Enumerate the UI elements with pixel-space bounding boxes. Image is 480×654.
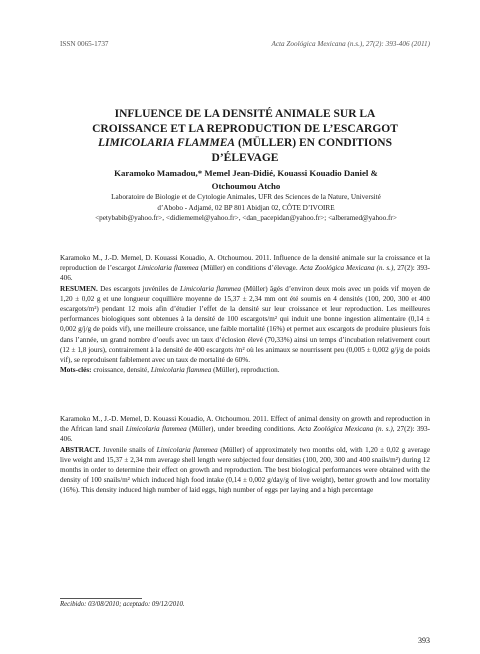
affiliation-line-2: d’Abobo - Adjamé, 02 BP 801 Abidjan 02, CÔTE D’IVOIRE [157,203,335,212]
title-line-2: CROISSANCE ET LA REPRODUCTION DE L’ESCARGOT [92,122,398,135]
abstract-label: ABSTRACT. [60,445,101,454]
french-citation-text: Karamoko M., J.-D. Memel, D. Kouassi Kouadio, A. Otchoumou. 2011. Influence de la densité animale sur la croissance et la reproduction de l’escargot [60,254,430,273]
abstract-text-a: Juvenile snails of [100,445,157,454]
journal-citation-header: Acta Zoológica Mexicana (n.s.), 27(2): 393-406 (2011) [271,40,430,48]
keywords-text-a: croissance, densité, [91,366,151,375]
title-species-name: LIMICOLARIA FLAMMEA [98,137,236,149]
affiliation-line-1: Laboratoire de Biologie et de Cytologie Animales, UFR des Sciences de la Nature, Université [111,193,381,201]
english-citation-pages: 27(2): 393-406. [60,425,430,444]
resume-text-b: (Müller) âgés d’environ deux mois avec un poids vif moyen de 1,20 ± 0,02 g et une longueur coquillière moyenne de 15,37 ± 2,34 mm ont été soumis en 4 densités (100, 200, 300 et 400 escargots/m²) pendant 12 mois afin d’étudier l’effet de la densité sur leur croissance et leur reproduction. Les meilleures performances biologiques sont obtenues à la densité de 100 escargots/m² qui induit une bonne ingestion alimentaire (0,14 ± 0,002 g/j/g de poids vif), une meilleure croissance, une faible mortalité (16%) et permet aux escargots de produire plusieurs fois dans l’année, un grand nombre d’oeufs avec un taux d’éclosion élevé (70,33%) ainsi un temps d’incubation relativement court (12 ± 1,8 jours), contrairement à la densité de 400 escargots /m² où les animaux se nourrissent peu (0,005 ± 0,002 g/j/g de poids vif), se reproduisent faiblement avec un taux de mortalité de 60%. [60,284,430,365]
keywords-label: Mots-clés: [60,366,92,375]
title-line-4: D’ÉLEVAGE [211,151,279,164]
english-citation-mid: (Müller), under breeding conditions. [186,425,298,434]
french-citation-species: Limicolaria flammea [137,264,199,273]
french-keywords [60,365,430,375]
french-resume [60,284,430,366]
english-abstract-section [60,414,430,496]
resume-label: RESUMEN. [60,284,98,293]
author-line-2: Otchoumou Atcho [211,180,281,191]
page-number: 393 [418,636,430,645]
english-citation-species: Limicolaria flammea [125,425,187,434]
french-citation-mid: (Müller) en conditions d’élevage. [198,264,300,273]
article-title [60,107,430,165]
running-header [60,40,430,52]
english-citation-text: Karamoko M., J.-D. Memel, D. Kouassi Kouadio, A. Otchoumou. 2011. Effect of animal density on growth and reproduction in the African land snail [60,415,430,434]
english-abstract [60,445,430,496]
french-citation [60,253,430,284]
french-citation-pages: 27(2): 393-406. [60,264,430,283]
resume-species: Limicolaria flammea [179,284,242,293]
resume-text-a: Des escargots juvéniles de [97,284,180,293]
english-citation-journal: Acta Zoológica Mexicana (n. s.), [297,425,395,434]
english-citation [60,414,430,445]
author-list [62,167,430,192]
abstract-text-b: (Müller) of approximately two months old, with 1,20 ± 0,02 g average live weight and 15,37 ± 2,34 mm average shell length were subjected four densities (100, 200, 300 and 400 snails/m²) during 12 months in order to determine their effect on growth and reproduction. The best biological performances were obtained with the density of 100 snails/m² which induced high food intake (0,14 ± 0,002 g/day/g of live weight), better growth and low mortality (16%). This density induced high number of laid eggs, high number of eggs per laying and a high percentage [60,445,431,495]
title-line-3 [60,136,430,151]
keywords-text-b: (Müller), reproduction. [211,366,280,375]
abstract-species: Limicolaria flammea [156,445,218,454]
french-citation-journal: Acta Zoológica Mexicana (n. s.), [299,264,396,273]
footnote-divider [60,598,142,599]
affiliation [62,192,430,224]
keywords-species: Limicolaria flammea [150,366,212,375]
received-dates: Recibido: 03/08/2010; aceptado: 09/12/2010. [60,601,185,608]
issn-number: ISSN 0065-1737 [60,40,109,48]
title-line-3-rest: (MÜLLER) EN CONDITIONS [235,137,392,149]
title-line-1: INFLUENCE DE LA DENSITÉ ANIMALE SUR LA [114,108,376,120]
author-line-1: Karamoko Mamadou,* Memel Jean-Didié, Kouassi Kouadio Daniel & [114,168,378,178]
author-emails: <petybabib@yahoo.fr>, <didiememel@yahoo.fr>, <dan_pacepidan@yahoo.fr>; <alberamed@yahoo.fr> [95,214,397,223]
french-abstract-section [60,253,430,375]
